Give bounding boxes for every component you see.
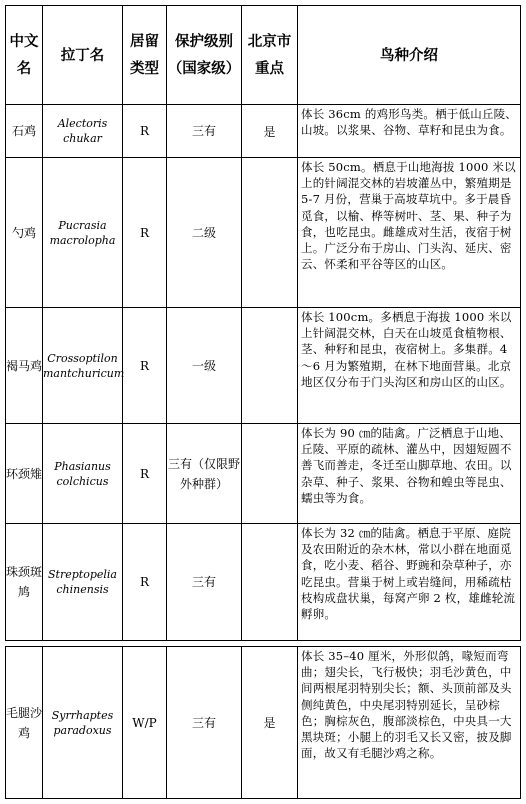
latin-name-cell: Alectoris chukar [43, 105, 123, 158]
header-row [6, 6, 521, 105]
latin-name-cell: Phasianus colchicus [43, 424, 123, 524]
header-latin-name: 拉丁名 [43, 6, 123, 105]
header-beijing-key: 北京市重点 [242, 6, 298, 105]
residency-cell: R [123, 105, 167, 158]
intro-cell: 体长 50cm。栖息于山地海拔 1000 米以上的针阔混交林的岩坡灌丛中，繁殖期是 5-7 月份，营巢于高坡草坑中。多于晨昏觅食，以榆、桦等树叶、茎、果、种子为食，也吃昆虫。雌雄成对生活，夜宿于树上。广泛分布于房山、门头沟、延庆、密云、怀柔和平谷等区的山区。 [298, 158, 521, 308]
bird-table-continued [5, 646, 521, 799]
residency-cell: R [123, 158, 167, 308]
header-cn-name: 中文名 [6, 6, 43, 105]
intro-cell: 体长 100cm。多栖息于海拔 1000 米以上针阔混交林，白天在山坡觅食植物根、茎、种籽和昆虫，夜宿树上。多集群。4～6 月为繁殖期，在林下地面营巢。北京地区仅分布于门头沟区和房山区的山区。 [298, 308, 521, 424]
cn-name-cell: 石鸡 [6, 105, 43, 158]
beijing-key-cell [242, 308, 298, 424]
cn-name-cell: 褐马鸡 [6, 308, 43, 424]
protection-cell: 一级 [167, 308, 242, 424]
protection-cell: 二级 [167, 158, 242, 308]
table-row [6, 158, 521, 308]
header-residency-type: 居留类型 [123, 6, 167, 105]
residency-cell: R [123, 308, 167, 424]
header-protection-level: 保护级别（国家级） [167, 6, 242, 105]
intro-cell: 体长 36cm 的鸡形鸟类。栖于低山丘陵、山坡。以浆果、谷物、草籽和昆虫为食。 [298, 105, 521, 158]
protection-cell: 三有（仅限野外种群） [167, 424, 242, 524]
header-bird-intro: 鸟种介绍 [298, 6, 521, 105]
beijing-key-cell: 是 [242, 647, 298, 799]
table-row [6, 524, 521, 641]
beijing-key-cell [242, 158, 298, 308]
bird-table [5, 5, 521, 641]
latin-name-cell: Streptopelia chinensis [43, 524, 123, 641]
protection-cell: 三有 [167, 647, 242, 799]
latin-name-cell: Syrrhaptes paradoxus [43, 647, 123, 799]
intro-cell: 体长为 90 ㎝的陆禽。广泛栖息于山地、丘陵、平原的疏林、灌丛中，因翅短圆不善飞而善走，冬迁至山脚草地、农田。以杂草、种子、浆果、谷物和蝗虫等昆虫、蠕虫等为食。 [298, 424, 521, 524]
cn-name-cell: 勺鸡 [6, 158, 43, 308]
latin-name-cell: Pucrasia macrolopha [43, 158, 123, 308]
residency-cell: W/P [123, 647, 167, 799]
table-row [6, 105, 521, 158]
table-row [6, 308, 521, 424]
cn-name-cell: 珠颈斑鸠 [6, 524, 43, 641]
cn-name-cell: 环颈雉 [6, 424, 43, 524]
intro-cell: 体长为 32 ㎝的陆禽。栖息于平原、庭院及农田附近的杂木林，常以小群在地面觅食，吃小麦、稻谷、野豌和杂草种子，亦吃昆虫。营巢于树上或岩缝间，用稀疏枯枝构成盘状巢，每窝产卵 2 枚，雄雌轮流孵卵。 [298, 524, 521, 641]
beijing-key-cell [242, 524, 298, 641]
beijing-key-cell [242, 424, 298, 524]
table-row [6, 424, 521, 524]
residency-cell: R [123, 524, 167, 641]
table-row [6, 647, 521, 799]
beijing-key-cell: 是 [242, 105, 298, 158]
cn-name-cell: 毛腿沙鸡 [6, 647, 43, 799]
latin-name-cell: Crossoptilon mantchuricum [43, 308, 123, 424]
protection-cell: 三有 [167, 105, 242, 158]
residency-cell: R [123, 424, 167, 524]
intro-cell: 体长 35–40 厘米，外形似鸽，喙短而弯曲；翅尖长，飞行极快；羽毛沙黄色，中间两根尾羽特别尖长；额、头顶前部及头侧纯黄色，中央尾羽特别延长，呈砂棕色；胸棕灰色，腹部淡棕色，中央具一大黑块斑；小腿上的羽毛又长又密，披及脚面，故又有毛腿沙鸡之称。 [298, 647, 521, 799]
protection-cell: 三有 [167, 524, 242, 641]
